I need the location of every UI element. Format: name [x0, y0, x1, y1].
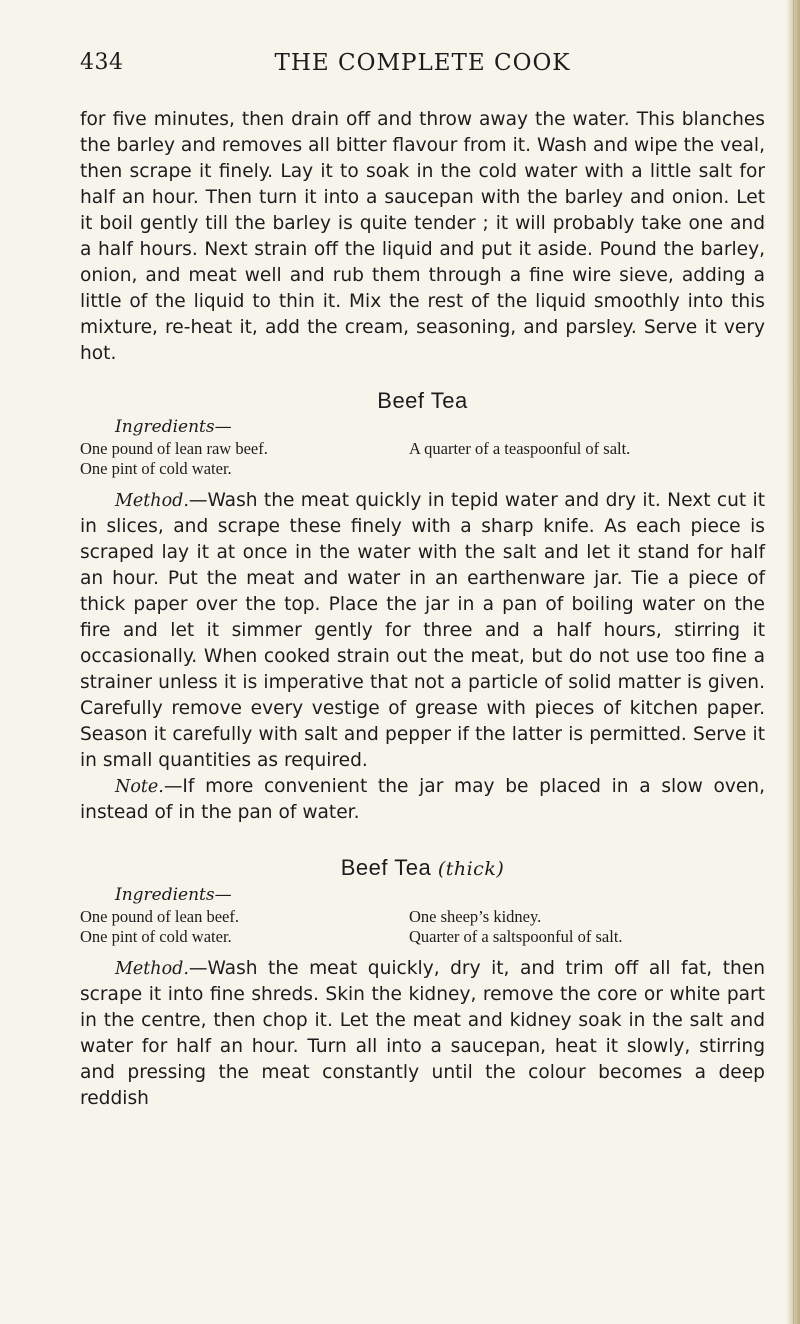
page-content	[80, 107, 765, 1112]
note-text: —If more convenient the jar may be placed in a slow oven, instead of in the pan of water.	[80, 776, 765, 823]
recipe-title-text: Beef Tea	[377, 388, 468, 413]
page-header	[80, 50, 765, 82]
recipe-title-suffix: (thick)	[437, 858, 505, 880]
ingredient-item: One pint of cold water.	[80, 459, 232, 478]
ingredient-item: One pint of cold water.	[80, 927, 232, 946]
ingredients-list	[80, 907, 765, 947]
recipe-title	[80, 854, 765, 883]
ingredients-label	[115, 415, 765, 439]
method-label: Method.	[115, 491, 189, 511]
method-paragraph	[80, 956, 765, 1112]
ingredients-list	[80, 439, 765, 479]
ingredients-label-text: Ingredients—	[115, 417, 232, 437]
page-number: 434	[80, 50, 124, 75]
recipe-title-text: Beef Tea	[340, 855, 432, 880]
note-paragraph	[80, 774, 765, 826]
ingredient-item: One pound of lean raw beef.	[80, 439, 268, 458]
ingredient-item: One sheep’s kidney.	[409, 907, 542, 926]
running-head: THE COMPLETE COOK	[274, 50, 571, 76]
method-text: —Wash the meat quickly in tepid water and dry it. Next cut it in slices, and scrape these finely with a sharp knife. As each piece is scraped lay it at once in the water with the salt and let it stand for half an hour. Put the meat and water in an earthenware jar. Tie a piece of thick paper over the top. Place the jar in a pan of boiling water on the fire and let it simmer gently for three and a half hours, stirring it occasionally. When cooked strain out the meat, but do not use too fine a strainer unless it is imperative that not a particle of solid matter is given. Carefully remove every vestige of grease with pieces of kitchen paper. Season it carefully with salt and pepper if the latter is permitted. Serve it in small quantities as required.	[80, 490, 765, 771]
ingredients-label-text: Ingredients—	[115, 885, 232, 905]
recipe-beef-tea-thick	[80, 854, 765, 1112]
ingredient-item: One pound of lean beef.	[80, 907, 239, 926]
method-text: —Wash the meat quickly, dry it, and trim off all fat, then scrape it into fine shreds. Skin the kidney, remove the core or white part in the centre, then chop it. Let the meat and kidney soak in the salt and water for half an hour. Turn all into a saucepan, heat it slowly, stirring and pressing the meat constantly until the colour becomes a deep reddish	[80, 958, 765, 1109]
ingredient-item: Quarter of a saltspoonful of salt.	[409, 927, 623, 946]
intro-paragraph: for five minutes, then drain off and throw away the water. This blanches the barley and removes all bitter flavour from it. Wash and wipe the veal, then scrape it finely. Lay it to soak in the cold water with a little salt for half an hour. Then turn it into a saucepan with the barley and onion. Let it boil gently till the barley is quite tender ; it will probably take one and a half hours. Next strain off the liquid and put it aside. Pound the barley, onion, and meat well and rub them through a fine wire sieve, adding a little of the liquid to thin it. Mix the rest of the liquid smoothly into this mixture, re-heat it, add the cream, seasoning, and parsley. Serve it very hot.	[80, 109, 765, 364]
note-label: Note.	[115, 777, 164, 797]
method-label: Method.	[115, 959, 189, 979]
page-edge-line	[793, 0, 794, 1324]
ingredient-item: A quarter of a teaspoonful of salt.	[409, 439, 631, 458]
method-paragraph	[80, 488, 765, 774]
recipe-title	[80, 387, 765, 415]
ingredients-label	[115, 883, 765, 907]
recipe-beef-tea	[80, 387, 765, 826]
